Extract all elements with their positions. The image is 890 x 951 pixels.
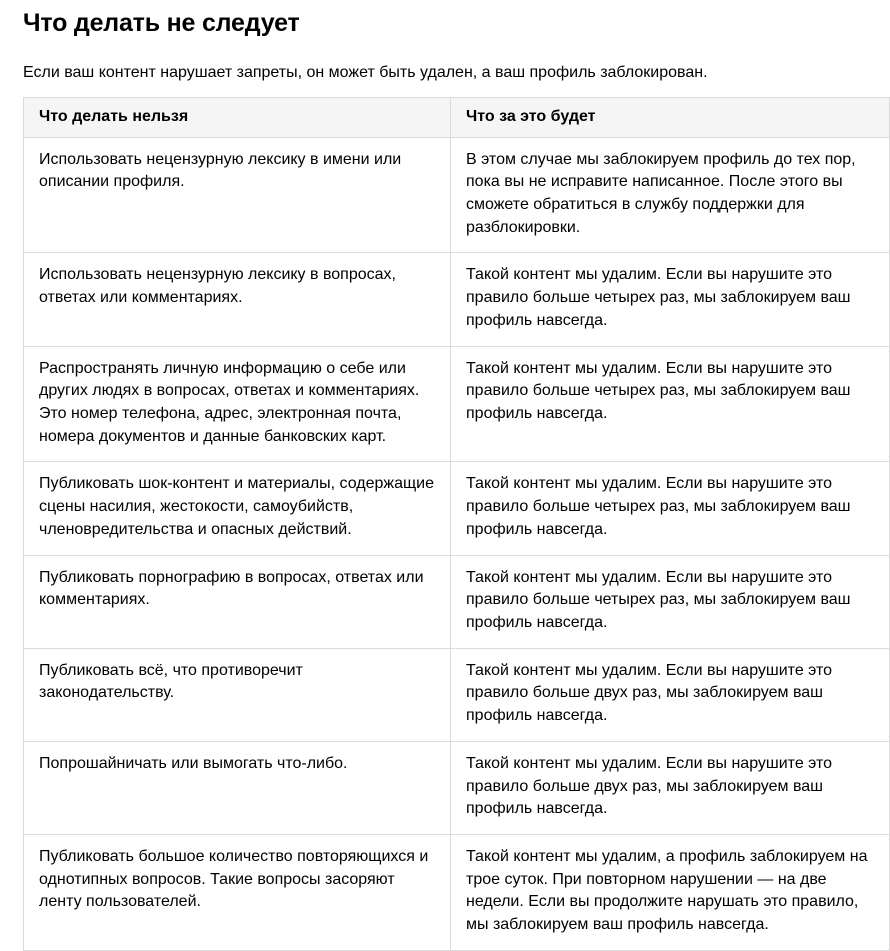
- table-row: [24, 462, 890, 555]
- table-row: [24, 648, 890, 741]
- table-row: [24, 346, 890, 462]
- action-cell: Распространять личную информацию о себе или других людях в вопросах, ответах и комментариях. Это номер телефона, адрес, электронная почта, номера документов и данные банковских карт.: [24, 346, 451, 462]
- action-cell: Публиковать всё, что противоречит законодательству.: [24, 648, 451, 741]
- column-header-prohibited: Что делать нельзя: [24, 97, 451, 137]
- action-cell: Использовать нецензурную лексику в вопросах, ответах или комментариях.: [24, 253, 451, 346]
- consequence-cell: Такой контент мы удалим, а профиль заблокируем на трое суток. При повторном нарушении — на две недели. Если вы продолжите нарушать это правило, мы заблокируем ваш профиль навсегда.: [451, 835, 890, 951]
- table-row: [24, 835, 890, 951]
- table-row: [24, 253, 890, 346]
- consequence-cell: Такой контент мы удалим. Если вы нарушите это правило больше четырех раз, мы заблокируем ваш профиль навсегда.: [451, 346, 890, 462]
- action-cell: Публиковать порнографию в вопросах, ответах или комментариях.: [24, 555, 451, 648]
- action-cell: Публиковать большое количество повторяющихся и однотипных вопросов. Такие вопросы засоряют ленту пользователей.: [24, 835, 451, 951]
- action-cell: Использовать нецензурную лексику в имени или описании профиля.: [24, 137, 451, 253]
- page-title: Что делать не следует: [23, 9, 300, 37]
- column-header-consequence: Что за это будет: [451, 97, 890, 137]
- consequence-cell: Такой контент мы удалим. Если вы нарушите это правило больше двух раз, мы заблокируем ваш профиль навсегда.: [451, 648, 890, 741]
- consequence-cell: Такой контент мы удалим. Если вы нарушите это правило больше четырех раз, мы заблокируем ваш профиль навсегда.: [451, 462, 890, 555]
- action-cell: Попрошайничать или вымогать что-либо.: [24, 741, 451, 834]
- table-row: [24, 741, 890, 834]
- rules-table: [23, 97, 890, 951]
- rules-table-body: [24, 137, 890, 950]
- intro-text: Если ваш контент нарушает запреты, он может быть удален, а ваш профиль заблокирован.: [23, 64, 708, 81]
- table-row: [24, 555, 890, 648]
- consequence-cell: Такой контент мы удалим. Если вы нарушите это правило больше двух раз, мы заблокируем ваш профиль навсегда.: [451, 741, 890, 834]
- table-row: [24, 137, 890, 253]
- action-cell: Публиковать шок-контент и материалы, содержащие сцены насилия, жестокости, самоубийств, членовредительства и опасных действий.: [24, 462, 451, 555]
- consequence-cell: Такой контент мы удалим. Если вы нарушите это правило больше четырех раз, мы заблокируем ваш профиль навсегда.: [451, 253, 890, 346]
- consequence-cell: Такой контент мы удалим. Если вы нарушите это правило больше четырех раз, мы заблокируем ваш профиль навсегда.: [451, 555, 890, 648]
- table-header-row: [24, 97, 890, 137]
- consequence-cell: В этом случае мы заблокируем профиль до тех пор, пока вы не исправите написанное. После этого вы сможете обратиться в службу поддержки для разблокировки.: [451, 137, 890, 253]
